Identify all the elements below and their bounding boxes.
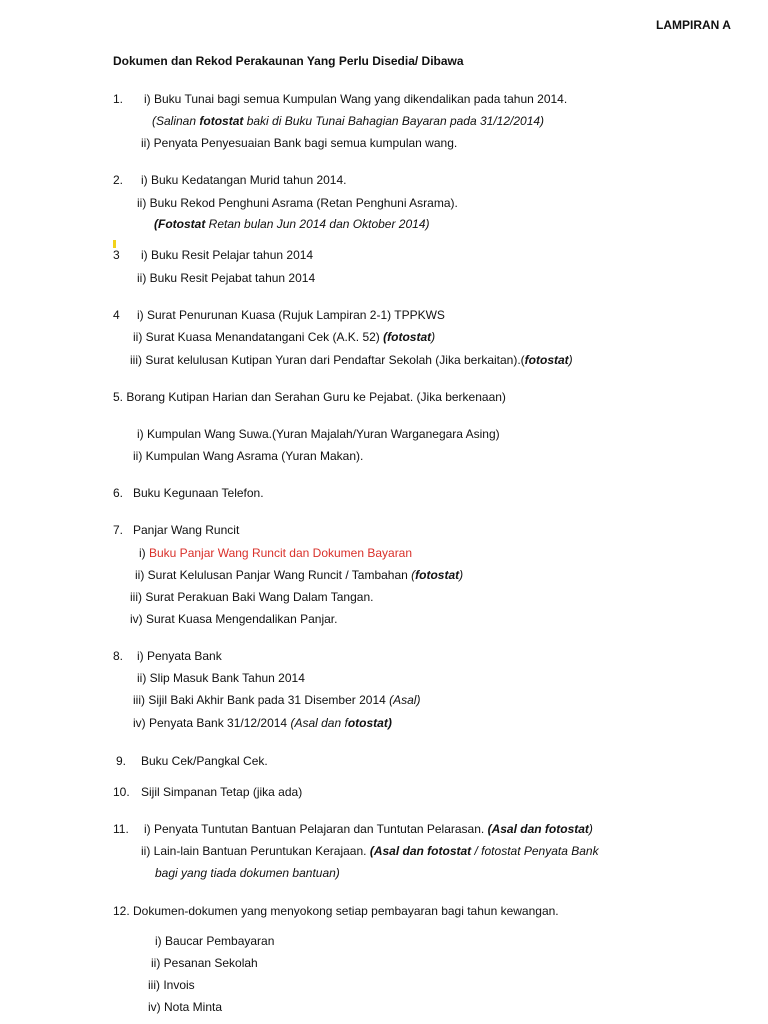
item-text: ii) Penyata Penyesuaian Bank bagi semua kumpulan wang. (141, 136, 458, 150)
item-number: 6. (113, 486, 124, 500)
item-number: 3 (113, 248, 120, 262)
item-text: 12. Dokumen-dokumen yang menyokong setiap pembayaran bagi tahun kewangan. (113, 904, 559, 918)
item-text: i) Buku Kedatangan Murid tahun 2014. (141, 173, 347, 187)
item-text: i) Penyata Bank (137, 649, 222, 663)
item-text: ii) Kumpulan Wang Asrama (Yuran Makan). (133, 449, 364, 463)
item-text: Sijil Simpanan Tetap (jika ada) (141, 785, 303, 799)
item-text: ii) Pesanan Sekolah (151, 956, 258, 970)
item-text: ii) Lain-lain Bantuan Peruntukan Kerajaan. (Asal dan fotostat / fotostat Penyata Bank (141, 844, 599, 858)
item-number: 8. (113, 649, 124, 663)
item-text-continued: bagi yang tiada dokumen bantuan) (155, 866, 340, 880)
item-text: i) Surat Penurunan Kuasa (Rujuk Lampiran 2-1) TPPKWS (137, 308, 445, 322)
document-title: Dokumen dan Rekod Perakaunan Yang Perlu Disedia/ Dibawa (113, 54, 464, 68)
item-text: i) Buku Tunai bagi semua Kumpulan Wang yang dikendalikan pada tahun 2014. (144, 92, 568, 106)
item-text: ii) Slip Masuk Bank Tahun 2014 (137, 671, 305, 685)
item-text: i) Penyata Tuntutan Bantuan Pelajaran dan Tuntutan Pelarasan. (Asal dan fotostat) (144, 822, 593, 836)
item-note: (Fotostat Retan bulan Jun 2014 dan Oktober 2014) (154, 217, 430, 231)
highlight-marker (113, 240, 116, 248)
item-text: ii) Buku Resit Pejabat tahun 2014 (137, 271, 316, 285)
item-number: 1. (113, 92, 124, 106)
item-number: 4 (113, 308, 120, 322)
item-number: 11. (113, 822, 129, 836)
item-text: Buku Cek/Pangkal Cek. (141, 754, 268, 768)
item-text: ii) Buku Rekod Penghuni Asrama (Retan Penghuni Asrama). (137, 196, 458, 210)
item-text: iii) Surat kelulusan Kutipan Yuran dari Pendaftar Sekolah (Jika berkaitan).(fotostat) (130, 353, 573, 367)
appendix-label: LAMPIRAN A (656, 18, 731, 32)
item-text: Panjar Wang Runcit (133, 523, 240, 537)
item-text: 5. Borang Kutipan Harian dan Serahan Guru ke Pejabat. (Jika berkenaan) (113, 390, 506, 404)
item-text: iii) Surat Perakuan Baki Wang Dalam Tangan. (130, 590, 374, 604)
item-text: iii) Invois (148, 978, 195, 992)
item-number: 7. (113, 523, 124, 537)
item-text: iv) Nota Minta (148, 1000, 223, 1014)
item-number: 10. (113, 785, 130, 799)
item-text: i) Buku Panjar Wang Runcit dan Dokumen Bayaran (139, 546, 413, 560)
item-text: iv) Surat Kuasa Mengendalikan Panjar. (130, 612, 338, 626)
item-text: i) Kumpulan Wang Suwa.(Yuran Majalah/Yuran Warganegara Asing) (137, 427, 500, 441)
item-text: iii) Sijil Baki Akhir Bank pada 31 Disember 2014 (Asal) (133, 693, 421, 707)
item-text: ii) Surat Kelulusan Panjar Wang Runcit / Tambahan (fotostat) (135, 568, 464, 582)
item-text: Buku Kegunaan Telefon. (133, 486, 264, 500)
item-text: i) Baucar Pembayaran (155, 934, 275, 948)
item-text: iv) Penyata Bank 31/12/2014 (Asal dan fotostat) (133, 716, 392, 730)
item-note: (Salinan fotostat baki di Buku Tunai Bahagian Bayaran pada 31/12/2014) (152, 114, 545, 128)
item-text: i) Buku Resit Pelajar tahun 2014 (141, 248, 314, 262)
item-text: ii) Surat Kuasa Menandatangani Cek (A.K. 52) (fotostat) (133, 330, 436, 344)
item-number: 9. (116, 754, 127, 768)
item-number: 2. (113, 173, 124, 187)
